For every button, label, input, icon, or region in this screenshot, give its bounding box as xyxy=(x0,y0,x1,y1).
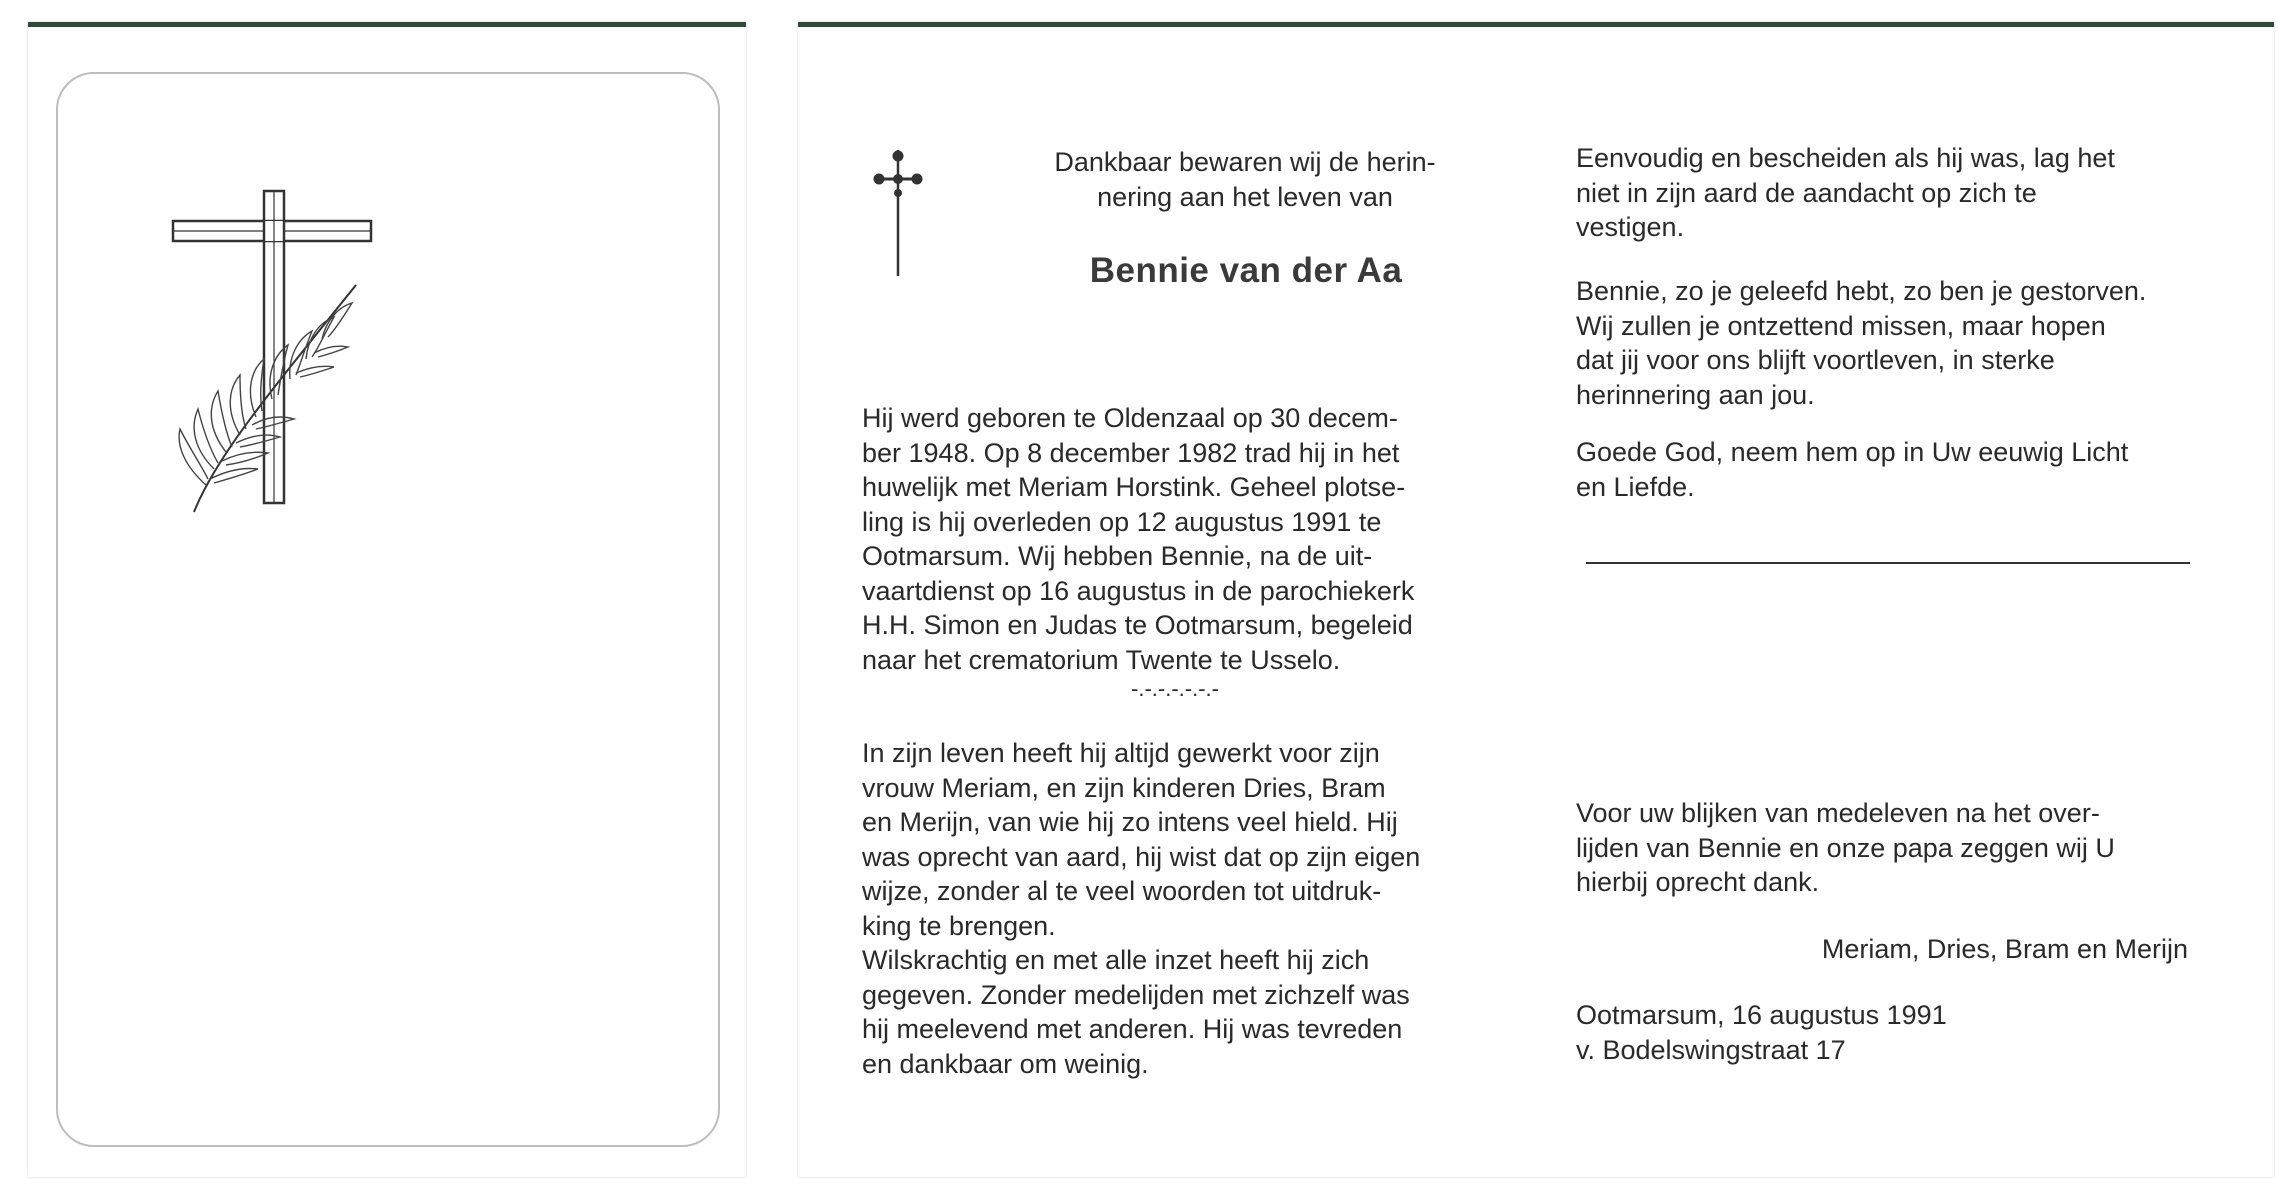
signature: Meriam, Dries, Bram en Merijn xyxy=(1821,934,2188,964)
thanks-paragraph xyxy=(1576,796,2188,900)
bio-line-text: ber 1948. Op 8 december 1982 trad hij in het xyxy=(862,437,1400,468)
bio-line xyxy=(862,574,1475,609)
bio-line: naar het crematorium Twente te Usselo. xyxy=(862,644,1341,675)
bio-line-text: Hij werd geboren te Oldenzaal op 30 decem- xyxy=(862,403,1398,433)
life-line: In zijn leven heeft hij altijd gewerkt voor zijn xyxy=(862,738,1380,768)
right-p1-line: Eenvoudig en bescheiden als hij was, lag het xyxy=(1576,143,2115,173)
life-line: vrouw Meriam, en zijn kinderen Dries, Bram xyxy=(862,772,1386,803)
bio-line xyxy=(862,470,1475,505)
right-p2-line: herinnering aan jou. xyxy=(1576,379,1815,410)
right-p1-line: vestigen. xyxy=(1576,212,1685,242)
deceased-name: Bennie van der Aa xyxy=(1089,251,1403,290)
bio-line xyxy=(862,608,1475,643)
life-line: Wilskrachtig en met alle inzet heeft hij zich xyxy=(862,945,1370,975)
bio-line-text: H.H. Simon en Judas te Ootmarsum, begeleid xyxy=(862,610,1413,640)
bio-line-text: Ootmarsum. Wij hebben Bennie, na de uit- xyxy=(862,541,1373,571)
cross-with-palm-branch-icon xyxy=(146,167,386,527)
intro-line-2: nering aan het leven van xyxy=(1097,181,1393,212)
right-paragraph-2 xyxy=(1576,274,2188,412)
life-line: en Merijn, van wie hij zo intens veel hield. Hij xyxy=(862,807,1398,837)
life-line: hij meelevend met anderen. Hij was tevreden xyxy=(862,1014,1403,1044)
card-front xyxy=(28,22,746,1177)
life-paragraph xyxy=(862,736,1475,1081)
bio-line xyxy=(862,401,1475,436)
right-p2-line: Bennie, zo je geleefd hebt, zo ben je gestorven. xyxy=(1576,276,2147,306)
bio-line xyxy=(862,505,1475,540)
right-paragraph-1 xyxy=(1576,141,2188,245)
bio-line xyxy=(862,436,1475,471)
intro-line-1: Dankbaar bewaren wij de herin- xyxy=(1054,147,1436,177)
intro-text xyxy=(1000,145,1490,214)
address: v. Bodelswingstraat 17 xyxy=(1576,1035,1846,1065)
bio-line-text: ling is hij overleden op 12 augustus 1991 te xyxy=(862,506,1382,537)
separator: -.-.-.-.-.-.- xyxy=(1131,676,1219,701)
right-p1-line: niet in zijn aard de aandacht op zich te xyxy=(1576,177,2037,208)
thanks-line: lijden van Bennie en onze papa zeggen wij U xyxy=(1576,832,2115,863)
bio-line-text: huwelijk met Meriam Horstink. Geheel plotse- xyxy=(862,472,1406,502)
life-line: was oprecht van aard, hij wist dat op zijn eigen xyxy=(862,841,1421,872)
bio-line xyxy=(862,539,1475,574)
thanks-line: Voor uw blijken van medeleven na het over- xyxy=(1576,798,2100,828)
place-date: Ootmarsum, 16 augustus 1991 xyxy=(1576,1000,1947,1030)
right-p2-line: Wij zullen je ontzettend missen, maar hopen xyxy=(1576,310,2106,341)
right-p3-line: Goede God, neem hem op in Uw eeuwig Licht xyxy=(1576,437,2129,467)
divider-line xyxy=(1586,562,2190,564)
life-line: gegeven. Zonder medelijden met zichzelf was xyxy=(862,979,1410,1010)
thanks-line: hierbij oprecht dank. xyxy=(1576,867,1820,897)
right-p2-line: dat jij voor ons blijft voortleven, in sterke xyxy=(1576,345,2055,375)
small-cross-icon xyxy=(870,148,926,280)
right-p3-line: en Liefde. xyxy=(1576,471,1695,502)
life-line: king te brengen. xyxy=(862,910,1056,941)
bio-line-text: vaartdienst op 16 augustus in de parochiekerk xyxy=(862,575,1415,606)
life-line: wijze, zonder al te veel woorden tot uitdruk- xyxy=(862,876,1382,906)
life-line: en dankbaar om weinig. xyxy=(862,1048,1149,1079)
biography xyxy=(862,401,1475,677)
right-paragraph-3 xyxy=(1576,435,2188,504)
